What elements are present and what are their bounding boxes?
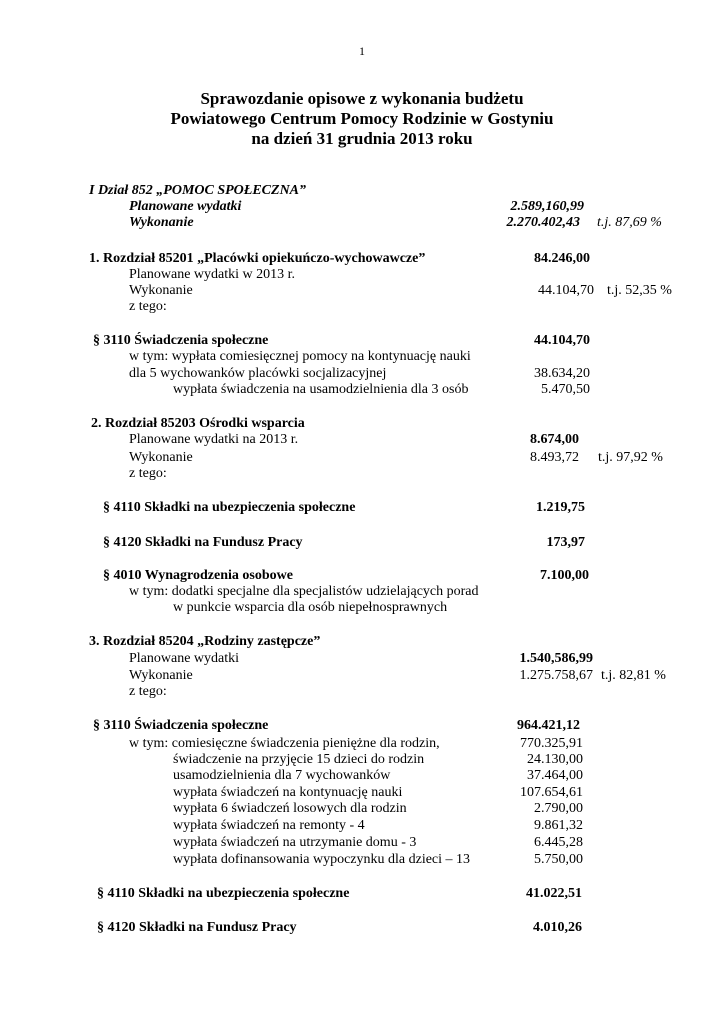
r85204-item-label: wypłata świadczeń na remonty - 4	[173, 818, 365, 833]
document-title-line-1: Sprawozdanie opisowe z wykonania budżetu	[200, 89, 524, 108]
r85203-p4010-label: § 4010 Wynagrodzenia osobowe	[103, 568, 293, 583]
r85203-p4120-value: 173,97	[546, 535, 585, 550]
r85203-exec-value: 8.493,72	[530, 450, 579, 465]
r85204-p4120-value: 4.010,26	[533, 920, 582, 935]
document-title-line-2: Powiatowego Centrum Pomocy Rodzinie w Gostyniu	[170, 109, 554, 128]
r85204-item-value: 107.654,61	[520, 785, 583, 800]
r85204-item-value: 6.445,28	[534, 835, 583, 850]
r85203-w-tym-2: w punkcie wsparcia dla osób niepełnosprawnych	[173, 600, 448, 615]
r85204-item-label: wypłata świadczeń na utrzymanie domu - 3	[173, 835, 417, 850]
r85201-line-3-value: 5.470,50	[541, 382, 590, 397]
dzial-planned-label: Planowane wydatki	[129, 199, 242, 214]
r85203-w-tym-1: w tym: dodatki specjalne dla specjalistów udzielających porad	[129, 584, 479, 599]
r85204-exec-label: Wykonanie	[129, 668, 193, 683]
r85203-heading: 2. Rozdział 85203 Ośrodki wsparcia	[91, 416, 305, 431]
r85204-item-label: wypłata dofinansowania wypoczynku dla dzieci – 13	[173, 852, 471, 867]
r85203-p4110-label: § 4110 Składki na ubezpieczenia społeczne	[103, 500, 356, 515]
r85204-p4110-label: § 4110 Składki na ubezpieczenia społeczne	[97, 886, 350, 901]
r85201-p3110-value: 44.104,70	[534, 333, 590, 348]
r85204-exec-value: 1.275.758,67	[519, 668, 593, 683]
r85201-planned-label: Planowane wydatki w 2013 r.	[129, 267, 296, 282]
r85201-line-3: wypłata świadczenia na usamodzielnienia dla 3 osób	[173, 382, 469, 397]
r85204-heading: 3. Rozdział 85204 „Rodziny zastępcze”	[89, 634, 321, 649]
r85204-item-value: 770.325,91	[520, 736, 583, 751]
dzial-planned-value: 2.589,160,99	[510, 199, 584, 214]
r85204-p3110-label: § 3110 Świadczenia społeczne	[93, 718, 269, 733]
r85204-p4120-label: § 4120 Składki na Fundusz Pracy	[97, 920, 297, 935]
r85204-exec-percent: t.j. 82,81 %	[601, 668, 666, 683]
r85203-p4120-label: § 4120 Składki na Fundusz Pracy	[103, 535, 303, 550]
r85204-item-value: 2.790,00	[534, 801, 583, 816]
r85203-exec-percent: t.j. 97,92 %	[598, 450, 663, 465]
r85201-exec-label: Wykonanie	[129, 283, 193, 298]
r85201-line-2: dla 5 wychowanków placówki socjalizacyjnej	[129, 366, 387, 381]
r85204-item-value: 5.750,00	[534, 852, 583, 867]
r85204-planned-value: 1.540,586,99	[519, 651, 593, 666]
page-number: 1	[359, 44, 365, 58]
r85204-p4110-value: 41.022,51	[526, 886, 582, 901]
r85204-item-value: 37.464,00	[527, 768, 583, 783]
r85203-z-tego: z tego:	[129, 466, 167, 481]
r85204-p3110-value: 964.421,12	[517, 718, 580, 733]
r85204-planned-label: Planowane wydatki	[129, 651, 240, 666]
dzial-heading: I Dział 852 „POMOC SPOŁECZNA”	[89, 183, 307, 198]
r85201-heading: 1. Rozdział 85201 „Placówki opiekuńczo-wychowawcze”	[89, 251, 426, 266]
dzial-exec-label: Wykonanie	[129, 215, 194, 230]
r85201-line-2-value: 38.634,20	[534, 366, 590, 381]
r85204-item-label: wypłata świadczeń na kontynuację nauki	[173, 785, 403, 800]
r85201-exec-value: 44.104,70	[538, 283, 594, 298]
r85203-exec-label: Wykonanie	[129, 450, 193, 465]
r85204-item-label: wypłata 6 świadczeń losowych dla rodzin	[173, 801, 407, 816]
r85204-item-value: 9.861,32	[534, 818, 583, 833]
r85204-z-tego: z tego:	[129, 684, 167, 699]
r85204-item-label: świadczenie na przyjęcie 15 dzieci do rodzin	[173, 752, 425, 767]
dzial-exec-percent: t.j. 87,69 %	[597, 215, 662, 230]
r85203-p4110-value: 1.219,75	[536, 500, 585, 515]
r85203-p4010-value: 7.100,00	[540, 568, 589, 583]
r85201-heading-value: 84.246,00	[534, 251, 590, 266]
r85203-planned-label: Planowane wydatki na 2013 r.	[129, 432, 299, 447]
r85201-line-1: w tym: wypłata comiesięcznej pomocy na kontynuację nauki	[129, 349, 471, 364]
r85204-item-label: w tym: comiesięczne świadczenia pieniężne dla rodzin,	[129, 736, 440, 751]
r85201-p3110-label: § 3110 Świadczenia społeczne	[93, 333, 269, 348]
document-title-line-3: na dzień 31 grudnia 2013 roku	[251, 129, 473, 148]
r85204-item-label: usamodzielnienia dla 7 wychowanków	[173, 768, 391, 783]
r85201-z-tego: z tego:	[129, 299, 167, 314]
r85201-exec-percent: t.j. 52,35 %	[607, 283, 672, 298]
r85203-planned-value: 8.674,00	[530, 432, 579, 447]
dzial-exec-value: 2.270.402,43	[506, 215, 580, 230]
r85204-item-value: 24.130,00	[527, 752, 583, 767]
